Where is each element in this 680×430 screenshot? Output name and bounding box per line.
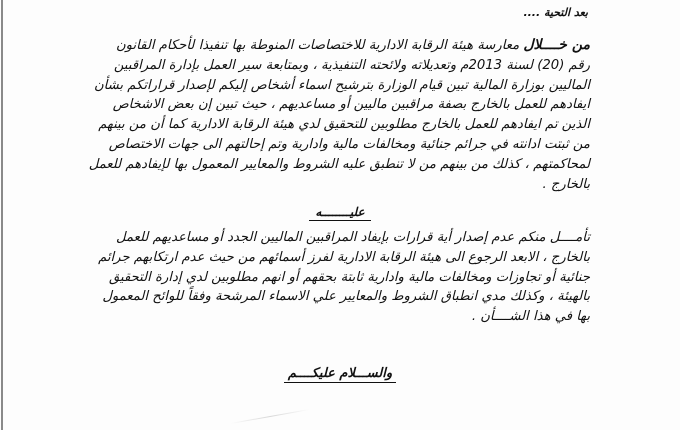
lead-phrase: من خــــلال: [523, 37, 590, 53]
greeting-line: بعد التحية ....: [523, 6, 588, 19]
paragraph-line: تأمــــل منكم عدم إصدار أية قرارات بإيفاد المراقبين الماليين الجدد أو مساعديهم للعمل: [116, 230, 590, 245]
paragraph-line: بها في هذا الشــــأن .: [471, 309, 590, 325]
paragraph-line: بالخارج .: [542, 176, 590, 192]
closing-salutation: [0, 366, 680, 381]
paragraph-line: الماليين بوزارة المالية تبين قيام الوزارة بترشيح اسماء أشخاص إليكم لإصدار قراراتكم بشأن: [93, 77, 590, 93]
paragraph-request: [98, 228, 590, 327]
paragraph-findings: [88, 36, 590, 194]
paragraph-line: ايفادهم للعمل بالخارج بصفة مراقبين ماليين أو مساعديهم ، حيث تبين إن بعض الاشخاص: [112, 97, 590, 113]
paragraph-line: بالهيئة ، وكذلك مدي انطباق الشروط والمعايير علي الاسماء المرشحة وفقاً للوائح المعمول: [102, 289, 590, 305]
paragraph-line: بالخارج ، الابعد الرجوع الى هيئة الرقابة الادارية لفرز أسمائهم من حيث عدم ارتكابهم جرائم: [98, 249, 590, 265]
closing-text: والســـلام عليكــــم: [284, 366, 396, 383]
paragraph-line: الذين تم ايفادهم للعمل بالخارج مطلوبين للتحقيق لدي هيئة الرقابة الادارية كما أن من بينهم: [98, 117, 590, 133]
paragraph-line: [116, 36, 590, 56]
paragraph-line: جنائية أو تجاوزات ومخالفات مالية وادارية ثابتة بحقهم أو انهم مطلوبين لدي إدارة التحقيق: [109, 269, 590, 285]
scan-smudge: [231, 409, 310, 424]
paragraph-line: رقم (20) لسنة 2013م وتعديلاته ولائحته التنفيذية ، وبمتابعة سير العمل بإدارة المراقبين: [113, 57, 590, 73]
paragraph-line: لمحاكمتهم ، كذلك من بينهم من لا تنطبق عليه الشروط والمعايير المعمول بها لإيفادهم للعمل: [88, 156, 590, 172]
section-heading-text: عليــــــــه: [309, 205, 370, 221]
section-heading: [0, 205, 680, 219]
paragraph-line: من ثبتت ادانته في جرائم جنائية ومخالفات مالية وادارية وتم إحالتهم الى جهات الاختصاص: [108, 136, 590, 152]
line-text: معارسة هيئة الرقابة الادارية للاختصاصات المنوطة بها تنفيذا لأحكام القانون: [116, 38, 520, 53]
